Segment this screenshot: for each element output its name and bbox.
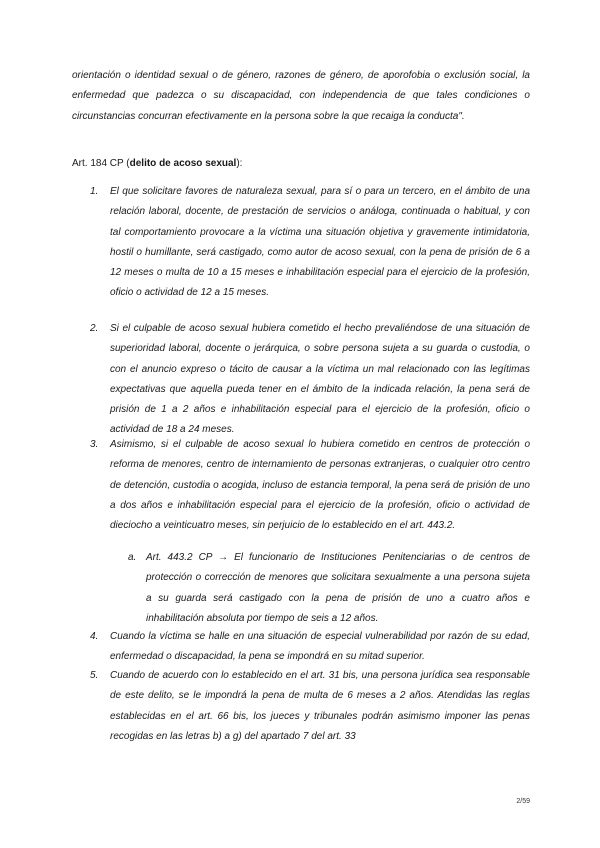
list-item-text: Si el culpable de acoso sexual hubiera cometido el hecho prevaliéndose de una situación de superioridad laboral, docente o jerárquica, o sobre persona sujeta a su guarda o custodia, o con el anuncio expreso o tácito de causar a la víctima un mal relacionado con las legítimas expectativas que aquella pueda tener en el ámbito de la indicada relación, la pena será de prisión de 1 a 2 años e inhabilitación especial para el ejercicio de la profesión, oficio o actividad de 18 a 24 meses.	[110, 323, 530, 436]
list-item-number: 5.	[90, 670, 99, 681]
article-title: delito de acoso sexual	[129, 158, 237, 169]
list-item-text: Cuando de acuerdo con lo establecido en el art. 31 bis, una persona jurídica sea responsable de este delito, se le impondrá la pena de multa de 6 meses a 2 años. Atendidas las reglas establecidas en el art. 66 bis, los jueces y tribunales podrán asimismo imponer las penas recogidas en las letras b) a g) del apartado 7 del art. 33	[110, 670, 530, 742]
list-item-number: 3.	[90, 439, 99, 450]
list-item-text: El que solicitare favores de naturaleza sexual, para sí o para un tercero, en el ámbito de una relación laboral, docente, de prestación de servicios o análoga, continuada o habitual, y con tal comportamiento provocare a la víctima una situación objetiva y gravemente intimidatoria, hostil o humillante, será castigado, como autor de acoso sexual, con la pena de prisión de 6 a 12 meses o multa de 10 a 15 meses e inhabilitación especial para el ejercicio de la profesión, oficio o actividad de 12 a 15 meses.	[110, 186, 530, 299]
list-item-text: Cuando la víctima se halle en una situación de especial vulnerabilidad por razón de su edad, enfermedad o discapacidad, la pena se impondrá en su mitad superior.	[110, 631, 530, 663]
article-heading	[72, 154, 242, 174]
page-number: 2/59	[516, 798, 530, 805]
sub-item-text: Art. 443.2 CP → El funcionario de Instituciones Penitenciarias o de centros de protección o corrección de menores que solicitara sexualmente a una persona sujeta a su guarda será castigado con la pena de prisión de uno a cuatro años e inhabilitación absoluta por tiempo de seis a 12 años.	[146, 552, 530, 624]
list-item-text: Asimismo, si el culpable de acoso sexual lo hubiera cometido en centros de protección o reforma de menores, centro de internamiento de personas extranjeras, o cualquier otro centro de detención, custodia o acogida, incluso de estancia temporal, la pena será de prisión de uno a dos años e inhabilitación especial para el ejercicio de la profesión, oficio o actividad de dieciocho a veinticuatro meses, sin perjuicio de lo establecido en el art. 443.2.	[110, 439, 530, 532]
article-suffix: ):	[236, 158, 243, 169]
list-item-number: 4.	[90, 631, 99, 642]
list-item-number: 1.	[90, 186, 99, 197]
sub-item-letter: a.	[128, 552, 137, 563]
intro-paragraph: orientación o identidad sexual o de género, razones de género, de aporofobia o exclusión social, la enfermedad que padezca o su discapacidad, con independencia de que tales condiciones o circunstancias concurran efectivamente en la persona sobre la que recaiga la conducta".	[72, 70, 530, 122]
article-prefix: Art. 184 CP (	[72, 158, 130, 169]
list-item-number: 2.	[90, 323, 99, 334]
